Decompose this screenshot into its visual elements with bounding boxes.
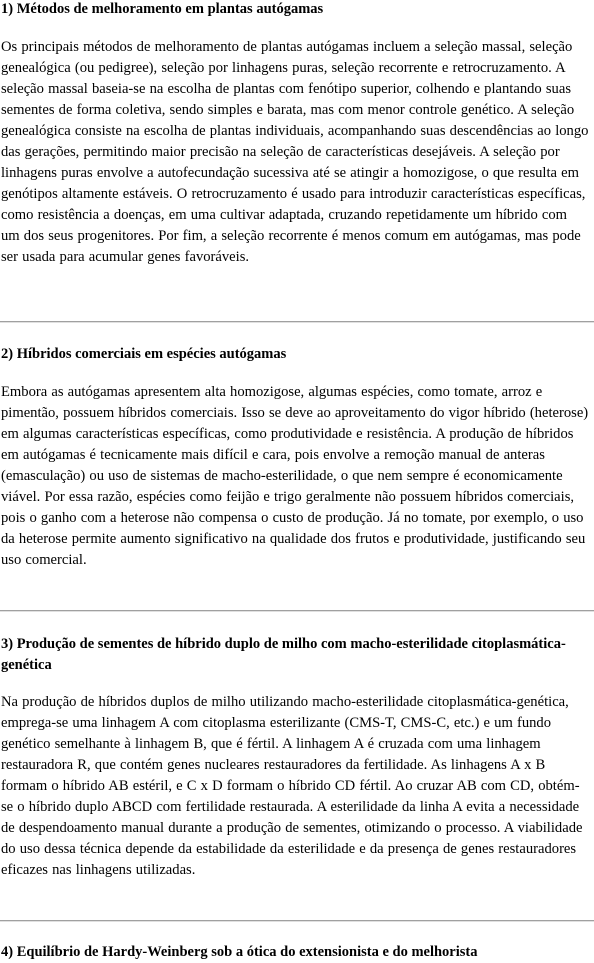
horizontal-divider [0,610,594,612]
section-heading: 2) Híbridos comerciais em espécies autógamas [1,346,287,362]
section-heading: 4) Equilíbrio de Hardy-Weinberg sob a ótica do extensionista e do melhorista [1,944,478,960]
section-heading: 3) Produção de sementes de híbrido duplo de milho com macho-esterilidade citoplasmática-genética [1,636,566,673]
section-paragraph: Embora as autógamas apresentem alta homozigose, algumas espécies, como tomate, arroz e pimentão, possuem híbridos comerciais. Isso se deve ao aproveitamento do vigor híbrido (heterose) em algumas características específicas, como produtividade e resistência. A produção de híbridos em autógamas é tecnicamente mais difícil e cara, pois envolve a remoção manual de anteras (emasculação) ou uso de sistemas de macho-esterilidade, o que nem sempre é economicamente viável. Por essa razão, espécies como feijão e trigo geralmente não possuem híbridos comerciais, pois o ganho com a heterose não compensa o custo de produção. Já no tomate, por exemplo, o uso da heterose permite aumento significativo na qualidade dos frutos e produtividade, justificando seu uso comercial. [1,384,589,568]
section-heading: 1) Métodos de melhoramento em plantas autógamas [1,1,324,17]
section-paragraph: Os principais métodos de melhoramento de plantas autógamas incluem a seleção massal, seleção genealógica (ou pedigree), seleção por linhagens puras, seleção recorrente e retrocruzamento. A seleção massal baseia-se na escolha de plantas com fenótipo superior, colhendo e plantando suas sementes de forma coletiva, sendo simples e barata, mas com menor controle genético. A seleção genealógica consiste na escolha de plantas individuais, acompanhando suas descendências ao longo das gerações, permitindo maior precisão na seleção de características desejáveis. A seleção por linhagens puras envolve a autofecundação sucessiva até se atingir a homozigose, o que resulta em genótipos altamente estáveis. O retrocruzamento é usado para introduzir características específicas, como resistência a doenças, em uma cultivar adaptada, cruzando repetidamente um híbrido com um dos seus progenitores. Por fim, a seleção recorrente é menos comum em autógamas, mas pode ser usada para acumular genes favoráveis. [1,39,589,265]
horizontal-divider [0,321,594,323]
horizontal-divider [0,920,594,922]
section-paragraph: Na produção de híbridos duplos de milho utilizando macho-esterilidade citoplasmática-genética, emprega-se uma linhagem A com citoplasma esterilizante (CMS-T, CMS-C, etc.) e um fundo genético semelhante à linhagem B, que é fértil. A linhagem A é cruzada com uma linhagem restauradora R, que contém genes nucleares restauradores da fertilidade. As linhagens A x B formam o híbrido AB estéril, e C x D formam o híbrido CD fértil. Ao cruzar AB com CD, obtém-se o híbrido duplo ABCD com fertilidade restaurada. A esterilidade da linha A evita a necessidade de despendoamento manual durante a produção de sementes, otimizando o processo. A viabilidade do uso dessa técnica depende da estabilidade da esterilidade e da presença de genes restauradores eficazes nas linhagens utilizadas. [1,694,583,878]
